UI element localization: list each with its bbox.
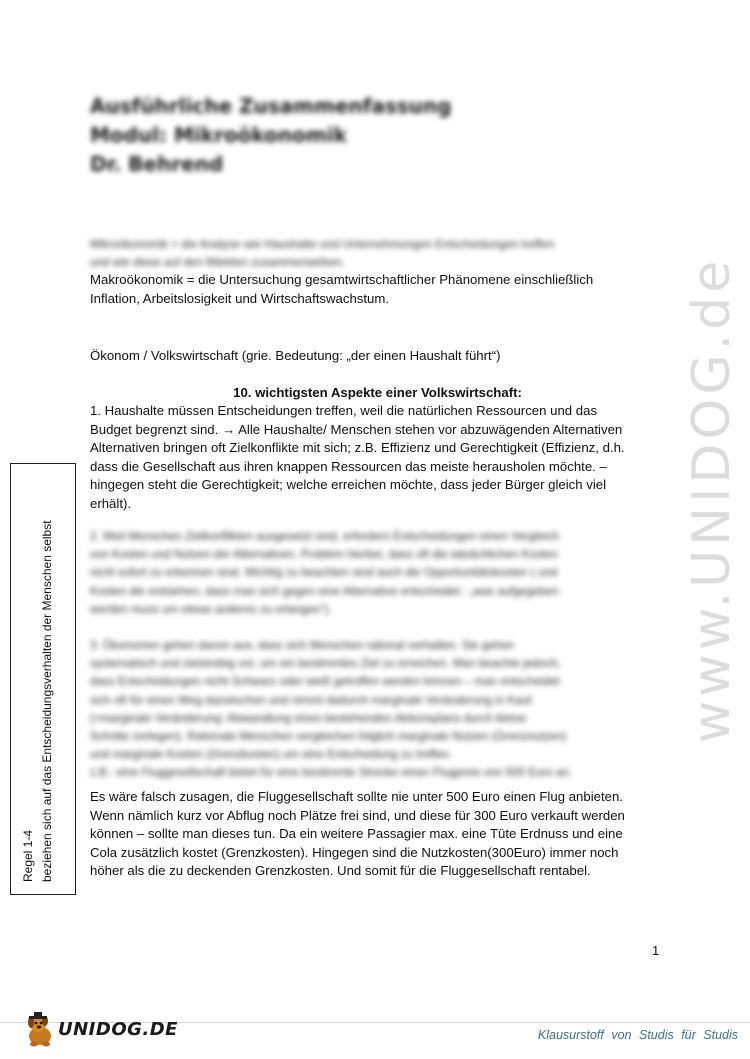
intro-blurred-line-2: und wie diese auf den Märkten zusammenwirken. (90, 256, 345, 270)
point-1-line: Alternativen bringen oft Zielkonflikte mit sich; z.B. Effizienz und Gerechtigkeit (Effizienz, d.h. (90, 440, 625, 455)
point-3-line: 3. Ökonomen gehen davon aus, dass sich Menschen rational verhalten. Sie gehen (90, 639, 515, 652)
point-3-line: systematisch und zielstrebig vor, um ein bestimmtes Ziel zu erreichen. Man beachte jedoch, (90, 657, 561, 671)
section-heading: 10. wichtigsten Aspekte einer Volkswirtschaft: (233, 385, 522, 400)
point-3-line: dass Entscheidungen nicht Schwarz oder weiß getroffen werden können – man entscheidet (90, 675, 560, 689)
footer-logo (20, 1010, 178, 1048)
intro-makro (90, 271, 665, 308)
point-3-line: sich oft für einen Weg dazwischen und nimmt dadurch marginale Veränderung in Kauf. (90, 693, 535, 707)
point-1-line: erhält). (90, 495, 132, 511)
intro-blurred (90, 236, 665, 272)
point-3-line: (=marginale Veränderung: Abwandlung eines bestehenden Aktionsplans durch kleine (90, 711, 527, 725)
intro-line-1: Makroökonomik = die Untersuchung gesamtwirtschaftlicher Phänomene einschließlich (90, 272, 594, 287)
point-2-blurred (90, 528, 665, 619)
side-note-text (19, 470, 69, 890)
watermark: www.UNIDOG.de (682, 256, 742, 744)
logo-text: UNIDOG.DE (58, 1018, 178, 1040)
point-1 (90, 402, 665, 513)
point-3-line: z.B.: eine Fluggesellschaft bietet für eine bestimmte Strecke einen Flugpreis von 500 Euro an. (90, 766, 573, 780)
side-note-line-1: Regel 1-4 (21, 829, 35, 882)
point-1-line: Budget begrenzt sind. → Alle Haushalte/ Menschen stehen vor abzuwägenden Alternativen (90, 421, 623, 437)
intro-line-2: Inflation, Arbeitslosigkeit und Wirtschaftswachstum. (90, 290, 390, 306)
page-number: 1 (652, 943, 660, 958)
oekonom-definition (90, 347, 665, 366)
footer-tagline: Klausurstoff von Studis für Studis (537, 1028, 738, 1042)
side-note-line-2: beziehen sich auf das Entscheidungsverhalten der Menschen selbst (40, 520, 54, 882)
point-3-clear-line: Es wäre falsch zusagen, die Fluggesellschaft sollte nie unter 500 Euro einen Flug anbieten. (90, 789, 623, 804)
point-3-blurred (90, 637, 665, 783)
point-3-clear (90, 788, 665, 881)
point-3-clear-line: Cola zusätzlich kostet (Grenzkosten). Hingegen sind die Nutzkosten(300Euro) immer noch (90, 844, 619, 860)
document-title (90, 92, 550, 179)
point-1-line: hingegen steht die Gerechtigkeit; welche erreichen möchte, dass jeder Bürger gleich viel (90, 477, 607, 492)
point-2-line: Kosten die entstehen, dass man sich gegen eine Alternative entscheidet : „was aufgegeben (90, 584, 559, 598)
oekonom-line: Ökonom / Volkswirtschaft (grie. Bedeutung: „der einen Haushalt führt“) (90, 348, 501, 363)
point-1-line: 1. Haushalte müssen Entscheidungen treffen, weil die natürlichen Ressourcen und das (90, 403, 598, 418)
point-3-clear-line: können – sollte man dieses tun. Da ein weitere Passagier max. eine Tüte Erdnuss und eine (90, 826, 623, 841)
point-3-clear-line: höher als die zu deckenden Grenzkosten. Und somit für die Fluggesellschaft rentabel. (90, 863, 591, 878)
title-line-3: Dr. Behrend (90, 152, 224, 176)
point-2-line: nicht sofort zu erkennen sind. Wichtig zu beachten sind auch die Opportunitätskosten ( und (90, 566, 558, 580)
point-1-line: dass die Gesellschaft aus ihren knappen Ressourcen das meiste herausholen möchte. – (90, 458, 607, 474)
intro-blurred-line-1: Mikroökonomik = die Analyse wie Haushalte und Unternehmungen Entscheidungen treffen (90, 238, 555, 251)
point-3-line: und marginale Kosten (Grenzkosten) um eine Entscheidung zu treffen. (90, 748, 452, 762)
side-note-box (10, 463, 76, 895)
point-2-line: 2. Weil Menschen Zielkonflikten ausgesetzt sind, erfordern Entscheidungen einen Vergleich (90, 530, 559, 543)
point-2-line: werden muss um etwas anderes zu erlangen“). (90, 602, 332, 616)
point-2-line: von Kosten und Nutzen der Alternativen. Problem hierbei, dass oft die tatsächlichen Kosten (90, 548, 558, 562)
point-3-line: Schritte zerlegen). Rationale Menschen vergleichen folglich marginale Nutzen (Grenznutzen) (90, 730, 567, 744)
title-line-2: Modul: Mikroökonomik (90, 123, 347, 147)
dog-mascot-icon (20, 1010, 60, 1048)
title-line-1: Ausführliche Zusammenfassung (90, 94, 452, 118)
point-3-clear-line: Wenn nämlich kurz vor Abflug noch Plätze frei sind, und diese für 300 Euro verkauft werden (90, 807, 625, 823)
